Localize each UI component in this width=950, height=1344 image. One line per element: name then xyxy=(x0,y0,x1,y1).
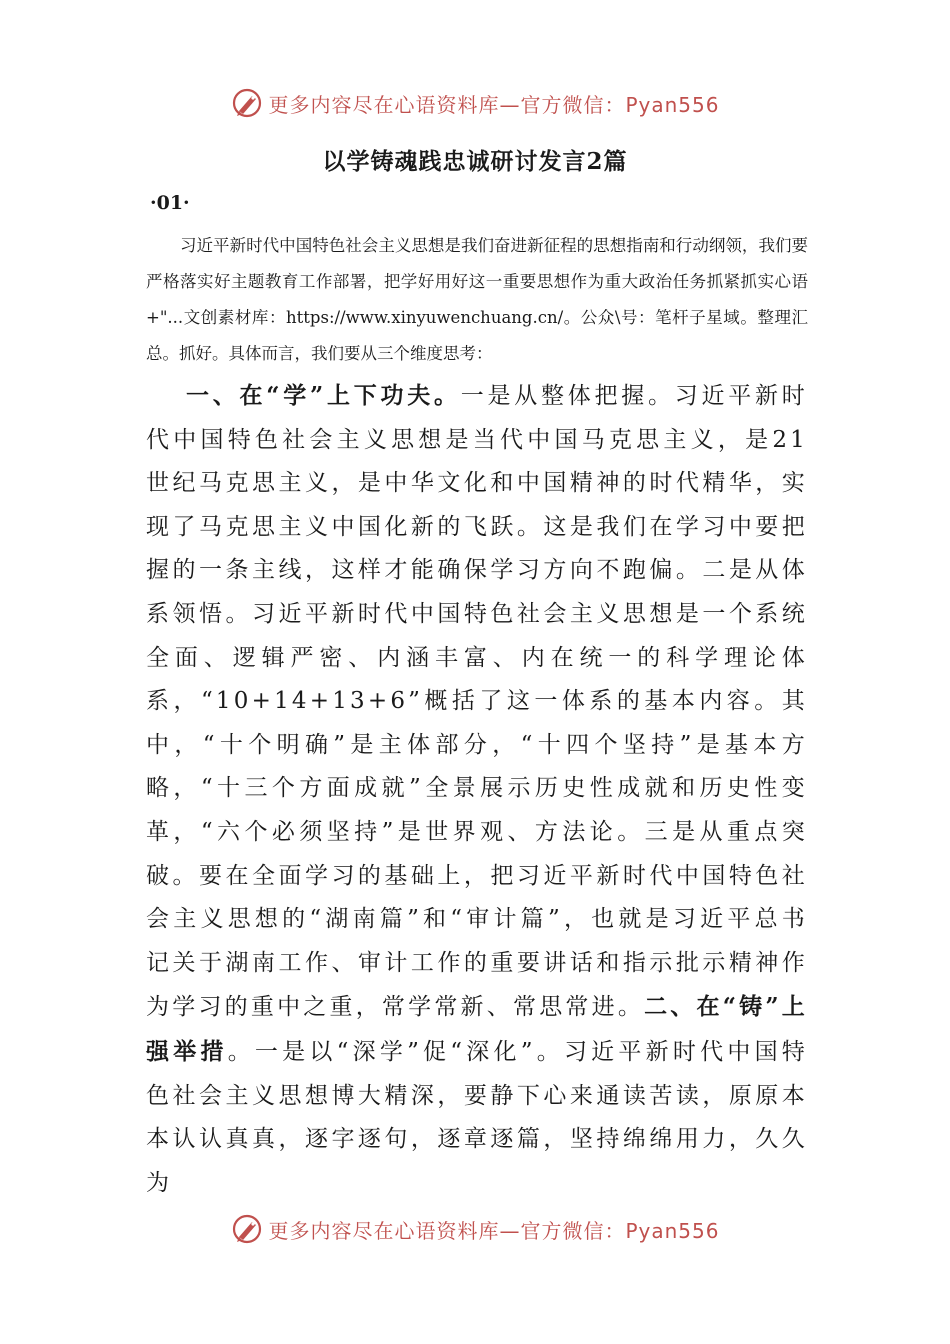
intro-paragraph: 习近平新时代中国特色社会主义思想是我们奋进新征程的思想指南和行动纲领，我们要严格落实好主题教育工作部署，把学好用好这一重要思想作为重大政治任务抓紧抓实心语+"...文创素材库：https://www.xinyuwenchuang.cn/。公众\号：笔杆子星域。整理汇总。抓好。具体而言，我们要从三个维度思考： xyxy=(146,236,808,363)
pen-nib-circle-icon xyxy=(230,86,264,120)
paragraph-two: 。一是以“深学”促“深化”。习近平新时代中国特色社会主义思想博大精深，要静下心来通读苦读，原原本本认认真真，逐字逐句，逐章逐篇，坚持绵绵用力，久久为 xyxy=(146,1038,808,1196)
heading-one: 一、在“学”上下功夫。 xyxy=(186,382,461,409)
paragraph-one: 一是从整体把握。习近平新时代中国特色社会主义思想是当代中国马克思主义，是21世纪马克思主义，是中华文化和中国精神的时代精华，实现了马克思主义中国化新的飞跃。这是我们在学习中要把握的一条主线，这样才能确保学习方向不跑偏。二是从体系领悟。习近平新时代中国特色社会主义思想是一个系统全面、逻辑严密、内涵丰富、内在统一的科学理论体系，“10+14+13+6”概括了这一体系的基本内容。其中，“十个明确”是主体部分，“十四个坚持”是基本方略，“十三个方面成就”全景展示历史性成就和历史性变革，“六个必须坚持”是世界观、方法论。三是从重点突破。要在全面学习的基础上，把习近平新时代中国特色社会主义思想的“湖南篇”和“审计篇”，也就是习近平总书记关于湖南工作、审计工作的重要讲话和指示批示精神作为学习的重中之重，常学常新、常思常进。 xyxy=(146,383,808,1021)
document-title: 以学铸魂践忠诚研讨发言2篇 xyxy=(322,148,628,175)
heading-two: 二、在“铸”上强举措 xyxy=(146,993,809,1065)
watermark-banner-bottom xyxy=(0,1212,950,1246)
pen-nib-circle-icon xyxy=(230,1212,264,1246)
body-paragraph xyxy=(146,374,808,1205)
section-number: ·01· xyxy=(150,192,190,214)
watermark-text: 更多内容尽在心语资料库—官方微信：Pyan556 xyxy=(268,1218,720,1243)
watermark-banner-top xyxy=(0,86,950,120)
watermark-text: 更多内容尽在心语资料库—官方微信：Pyan556 xyxy=(268,92,720,117)
